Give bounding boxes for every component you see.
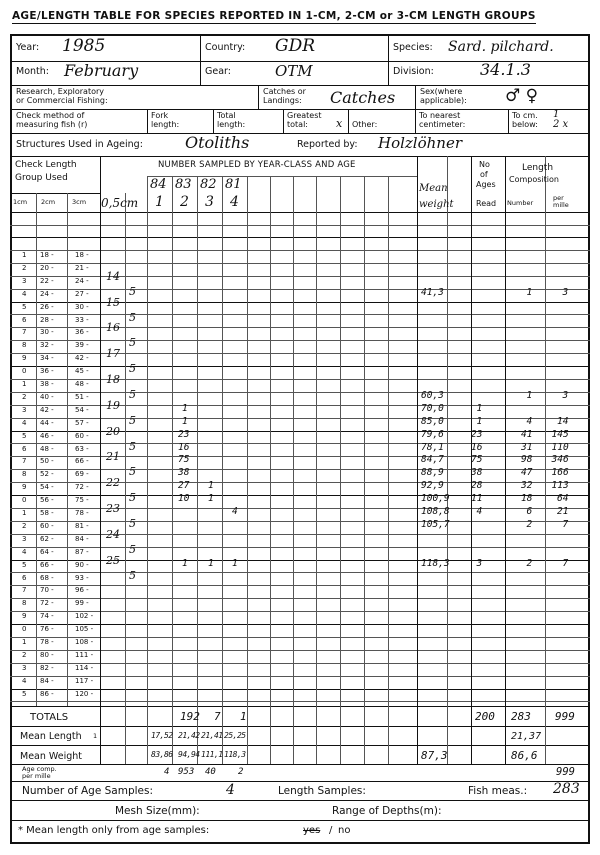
row-r1-22: 2 [22,521,27,530]
row-r3-17: 66 - [75,457,89,466]
cell-num-row-19: 32 [521,480,533,492]
half-cm-7: 16 [106,321,120,335]
row-r2-1: 18 - [40,251,54,259]
mw-mean-weight: 87,3 [421,749,448,762]
cell-mw-row-15: 79,6 [421,428,444,440]
cell-pm-row-12: 3 [562,389,569,401]
row-r3-15: 60 - [75,431,89,440]
greatest-mark: x [336,117,343,130]
row-r1-14: 4 [22,418,27,427]
col-05cm: 0,5cm [101,196,139,210]
ac-age3: 2 [238,767,244,777]
year-value: 1985 [62,36,106,56]
ac-age1: 953 [178,767,195,777]
half-cm-mark-18: 5 [129,465,136,479]
total-length-label-1: Total [217,111,236,120]
half-cm-mark-6: 5 [129,310,136,324]
age-1: 1 [155,194,164,210]
half-cm-mark-4: 5 [129,284,136,298]
half-cm-mark-12: 5 [129,387,136,401]
division-label: Division: [393,66,434,77]
cell-pm-row-20: 64 [557,493,569,505]
ages-read-label-3: Ages [476,180,496,189]
row-r1-17: 7 [22,457,27,466]
row-r2-22: 60 - [40,521,54,530]
row-r1-16: 6 [22,444,27,453]
row-r3-3: 24 - [75,276,89,285]
row-r2-3: 22 - [40,276,54,285]
row-r3-31: 108 - [75,638,94,646]
row-r3-23: 84 - [75,534,89,543]
half-cm-11: 18 [106,373,120,386]
cell-pm-row-21: 21 [557,506,569,517]
structures-value: Otoliths [185,133,250,152]
row-r3-4: 27 - [75,289,89,298]
cell-age1-row-20: 10 [178,493,190,505]
row-r2-16: 48 - [40,444,54,453]
row-r3-21: 78 - [75,509,89,517]
row-r1-32: 2 [22,650,27,659]
row-r1-23: 3 [22,534,27,543]
cell-age1-row-17: 75 [178,454,190,466]
half-cm-15: 20 [106,424,120,438]
below-value-1: 1 [553,109,560,120]
sex-label-1: Sex(where [420,87,463,96]
row-r1-11: 1 [22,380,27,388]
check-length-label: Check Length [15,160,77,170]
cell-num-row-17: 98 [521,454,533,466]
cell-mw-row-4: 41,3 [421,286,444,298]
row-r3-5: 30 - [75,302,89,311]
row-r2-8: 32 - [40,341,54,350]
row-r1-31: 1 [22,638,27,646]
half-cm-mark-14: 5 [129,413,136,427]
number-col-label: Number [507,199,534,207]
mean-length-label: Mean Length [20,731,82,742]
mean-weight-label: Mean Weight [20,751,83,762]
research-label-2: or Commercial Fishing: [16,96,108,105]
cell-mw-row-13: 70,0 [421,402,444,414]
country-label: Country: [205,42,246,53]
cell-read-row-15: 23 [471,428,483,440]
cell-mw-row-20: 100,9 [421,493,450,505]
length-comp-label-1: Length [522,163,554,173]
half-cm-23: 24 [106,527,120,541]
year-class-84: 84 [150,177,167,192]
cell-age2-row-19: 1 [208,480,214,492]
below-label-1: To cm. [512,111,538,120]
row-r2-30: 76 - [40,625,54,634]
cell-mw-row-12: 60,3 [421,389,444,401]
year-class-81: 81 [225,177,242,192]
row-r3-2: 21 - [75,263,89,272]
row-r3-9: 42 - [75,354,89,363]
row-r1-6: 6 [22,315,27,324]
age-2: 2 [180,194,189,210]
cell-num-row-22: 2 [526,518,533,530]
half-cm-mark-8: 5 [129,336,136,350]
mean-label: Mean [419,183,448,194]
row-r1-26: 6 [22,573,27,582]
row-r1-18: 8 [22,470,27,479]
cell-pm-row-4: 3 [562,286,569,298]
cell-mw-row-25: 118,3 [421,557,450,569]
row-r1-5: 5 [22,302,27,311]
ml-age2: 21,42 [178,731,200,740]
cell-read-row-20: 11 [471,493,483,505]
fish-meas-label: Fish meas.: [468,785,528,797]
cell-read-row-14: 1 [476,415,483,427]
half-cm-9: 17 [106,347,120,361]
half-cm-mark-22: 5 [129,516,136,530]
mw-age4: 118,3 [224,750,246,759]
mw-number: 86,6 [511,749,538,762]
row-r3-35: 120 - [75,689,94,698]
row-r1-30: 0 [22,625,27,634]
ml-age4: 25,25 [224,731,246,740]
row-r3-34: 117 - [75,676,94,685]
half-cm-mark-26: 5 [129,568,136,582]
totals-label: TOTALS [30,712,69,723]
row-r2-2: 20 - [40,263,54,272]
cell-pm-row-25: 7 [562,557,569,569]
row-r3-13: 54 - [75,405,89,414]
below-label-2: below: [512,120,538,129]
structures-label: Structures Used in Ageing: [16,139,143,150]
half-cm-19: 22 [106,476,120,490]
sex-label-2: applicable): [420,96,467,105]
row-r2-5: 26 - [40,302,54,311]
gear-label: Gear: [205,66,231,77]
row-r1-8: 8 [22,341,27,350]
row-r2-15: 46 - [40,431,54,440]
half-cm-mark-20: 5 [129,491,136,505]
cell-pm-row-18: 166 [551,467,569,479]
row-r3-1: 18 - [75,251,89,259]
mw-age2: 94,94 [178,750,200,759]
cell-age3-row-21: 4 [232,506,238,517]
cell-pm-row-15: 145 [551,428,569,440]
ml-number: 21,37 [511,731,542,742]
year-label: Year: [16,42,40,53]
mean-length-note: * Mean length only from age samples: [18,825,210,836]
cell-age3-row-25: 1 [232,557,238,569]
cell-age1-row-18: 38 [178,467,190,479]
half-cm-5: 15 [106,295,120,309]
nearest-cm-label-1: To nearest [419,111,461,120]
mean-length-mark: 1 [93,732,98,740]
mesh-size-label: Mesh Size(mm): [115,805,200,817]
other-label: Other: [352,120,378,129]
year-class-82: 82 [200,177,217,192]
age-samples-label: Number of Age Samples: [22,785,153,797]
mw-age3: 111,1 [201,750,223,759]
cell-age2-row-20: 1 [208,493,214,505]
cell-mw-row-14: 85,0 [421,415,444,427]
row-r1-35: 5 [22,689,27,698]
ml-age1: 17,52 [151,731,173,740]
sex-value: ♂ ♀ [505,86,539,106]
row-r3-27: 96 - [75,586,89,595]
cell-age1-row-25: 1 [182,557,188,569]
cell-num-row-21: 6 [526,506,533,517]
ac-per-mille: 999 [556,766,575,778]
row-r1-21: 1 [22,509,27,517]
row-r1-9: 9 [22,354,27,363]
row-r3-11: 48 - [75,380,89,388]
row-r3-19: 72 - [75,483,89,492]
fish-meas-value: 283 [553,781,580,797]
reported-by-value: Holzlöhner [378,134,463,152]
ac-prefix: 4 [164,767,170,777]
per-mille-label-2: mille [553,201,569,209]
cell-num-row-14: 4 [526,415,533,427]
cell-pm-row-17: 346 [551,454,569,466]
check-method-label-1: Check method of [16,111,85,120]
cell-pm-row-16: 110 [551,441,569,453]
total-read: 200 [475,710,495,723]
half-cm-21: 23 [106,502,120,515]
row-r3-16: 63 - [75,444,89,453]
greatest-label-2: total: [287,120,308,129]
cell-num-row-15: 41 [521,428,533,440]
cell-age1-row-16: 16 [178,441,190,453]
row-r1-10: 0 [22,367,27,376]
per-mille-label-1: per [553,194,564,202]
cell-age1-row-15: 23 [178,428,190,440]
nearest-cm-label-2: centimeter: [419,120,466,129]
row-r2-35: 86 - [40,689,54,698]
row-r3-30: 105 - [75,625,94,634]
age-4: 4 [230,194,239,210]
cell-read-row-16: 16 [471,441,483,453]
age-comp-label-2: per mille [22,772,51,780]
year-class-83: 83 [175,177,192,192]
research-label-1: Research, Exploratory [16,87,105,96]
check-method-label-2: measuring fish (r) [16,120,88,129]
cell-num-row-18: 47 [521,467,533,479]
half-cm-25: 25 [106,553,120,567]
cell-read-row-19: 28 [471,480,483,492]
species-value: Sard. pilchard. [448,39,554,55]
ages-read-label-2: of [480,170,488,179]
row-r3-12: 51 - [75,392,89,401]
row-r3-33: 114 - [75,663,94,672]
division-value: 34.1.3 [480,60,531,79]
row-r2-28: 72 - [40,599,54,608]
total-per-mille: 999 [555,710,575,723]
fork-length-label-1: Fork [151,111,169,120]
greatest-label-1: Greatest [287,111,322,120]
total-length-label-2: length: [217,120,246,129]
gear-value: OTM [275,62,313,80]
row-r2-33: 82 - [40,663,54,672]
note-sep: / [329,825,333,836]
age-3: 3 [205,194,214,210]
row-r2-24: 64 - [40,547,54,556]
reported-by-label: Reported by: [297,139,358,150]
cell-num-row-16: 31 [521,441,533,453]
cell-read-row-17: 75 [471,454,483,466]
cell-age2-row-25: 1 [208,557,214,569]
row-r2-13: 42 - [40,405,54,414]
row-r2-19: 54 - [40,483,54,492]
cell-mw-row-16: 78,1 [421,441,444,453]
mw-age1: 83,86 [151,750,173,759]
row-r2-31: 78 - [40,638,54,646]
total-age1: 192 [180,710,200,723]
row-r3-8: 39 - [75,341,89,350]
row-r2-12: 40 - [40,392,54,401]
row-r2-6: 28 - [40,315,54,324]
row-r1-4: 4 [22,289,27,298]
half-cm-mark-16: 5 [129,439,136,453]
row-r2-25: 66 - [40,560,54,569]
row-r1-29: 9 [22,612,27,621]
half-cm-17: 21 [106,450,120,464]
cell-num-row-4: 1 [526,286,533,298]
cell-pm-row-22: 7 [562,518,569,530]
group-used-label: Group Used [15,173,68,183]
row-r3-10: 45 - [75,367,89,376]
cell-age1-row-19: 27 [178,480,190,492]
col-1cm: 1cm [13,198,28,206]
half-cm-mark-10: 5 [129,362,136,376]
cell-pm-row-19: 113 [551,480,569,492]
row-r2-11: 38 - [40,380,54,388]
row-r1-1: 1 [22,251,27,259]
half-cm-mark-24: 5 [129,542,136,556]
cell-mw-row-17: 84,7 [421,454,444,466]
row-r1-34: 4 [22,676,27,685]
weight-label: weight [419,199,454,210]
row-r2-26: 68 - [40,573,54,582]
row-r1-19: 9 [22,483,27,492]
row-r2-21: 58 - [40,509,54,517]
cell-pm-row-14: 14 [557,415,569,427]
age-samples-value: 4 [226,782,235,798]
total-age3: 1 [240,710,247,723]
row-r2-4: 24 - [40,289,54,298]
cell-mw-row-19: 92,9 [421,480,444,492]
col-2cm: 2cm [41,198,56,206]
cell-read-row-13: 1 [476,402,483,414]
row-r3-22: 81 - [75,521,89,530]
cell-read-row-25: 3 [476,557,483,569]
row-r3-6: 33 - [75,315,89,324]
cell-read-row-21: 4 [476,506,483,517]
row-r1-2: 2 [22,263,27,272]
cell-age1-row-14: 1 [182,415,188,427]
row-r3-24: 87 - [75,547,89,556]
ages-read-label-1: No [479,160,490,169]
catches-label-1: Catches or [263,87,306,96]
row-r3-7: 36 - [75,328,89,337]
row-r3-18: 69 - [75,470,89,479]
row-r3-28: 99 - [75,599,89,608]
row-r3-25: 90 - [75,560,89,569]
row-r1-20: 0 [22,496,27,505]
row-r2-27: 70 - [40,586,54,595]
ages-read-label-4: Read [476,199,497,208]
catches-value: Catches [330,88,396,107]
species-label: Species: [393,42,433,53]
row-r2-34: 84 - [40,676,54,685]
catches-label-2: Landings: [263,96,302,105]
row-r3-32: 111 - [75,650,94,659]
half-cm-13: 19 [106,398,120,412]
month-value: February [64,61,139,80]
row-r2-9: 34 - [40,354,54,363]
cell-num-row-25: 2 [526,557,533,569]
fork-length-label-2: length: [151,120,180,129]
row-r1-24: 4 [22,547,27,556]
row-r3-20: 75 - [75,496,89,505]
row-r1-27: 7 [22,586,27,595]
ml-age3: 21,41 [201,731,223,740]
total-age2: 7 [214,710,221,723]
row-r3-26: 93 - [75,573,89,582]
row-r1-28: 8 [22,599,27,608]
row-r2-17: 50 - [40,457,54,466]
row-r2-20: 56 - [40,496,54,505]
cell-age1-row-13: 1 [182,402,188,414]
cell-mw-row-18: 88,9 [421,467,444,479]
below-value-2: 2 x [553,119,569,130]
country-value: GDR [275,36,316,56]
row-r2-23: 62 - [40,534,54,543]
row-r1-7: 7 [22,328,27,337]
col-3cm: 3cm [72,198,87,206]
note-yes: yes [303,825,321,836]
row-r1-13: 3 [22,405,27,414]
cell-num-row-20: 18 [521,493,533,505]
cell-mw-row-21: 108,8 [421,506,450,517]
row-r2-18: 52 - [40,470,54,479]
number-sampled-label: NUMBER SAMPLED BY YEAR-CLASS AND AGE [158,160,356,170]
half-cm-3: 14 [106,269,120,283]
row-r2-14: 44 - [40,418,54,427]
row-r2-32: 80 - [40,650,54,659]
cell-read-row-18: 38 [471,467,483,479]
row-r3-29: 102 - [75,612,94,621]
row-r1-12: 2 [22,392,27,401]
total-number: 283 [511,710,531,723]
month-label: Month: [16,66,49,77]
age-comp-label-1: Age comp. [22,765,57,773]
length-comp-label-2: Composition [509,175,559,184]
note-no: no [338,825,351,836]
row-r3-14: 57 - [75,418,89,427]
ac-age2: 40 [205,767,216,777]
depth-range-label: Range of Depths(m): [332,805,442,817]
cell-mw-row-22: 105,7 [421,518,450,530]
row-r2-10: 36 - [40,367,54,376]
row-r2-29: 74 - [40,612,54,621]
row-r2-7: 30 - [40,328,54,337]
form-title: AGE/LENGTH TABLE FOR SPECIES REPORTED IN 1-CM, 2-CM or 3-CM LENGTH GROUPS [12,10,536,22]
row-r1-15: 5 [22,431,27,440]
cell-num-row-12: 1 [526,389,533,401]
length-samples-label: Length Samples: [278,785,366,797]
row-r1-33: 3 [22,663,27,672]
row-r1-25: 5 [22,560,27,569]
row-r1-3: 3 [22,276,27,285]
